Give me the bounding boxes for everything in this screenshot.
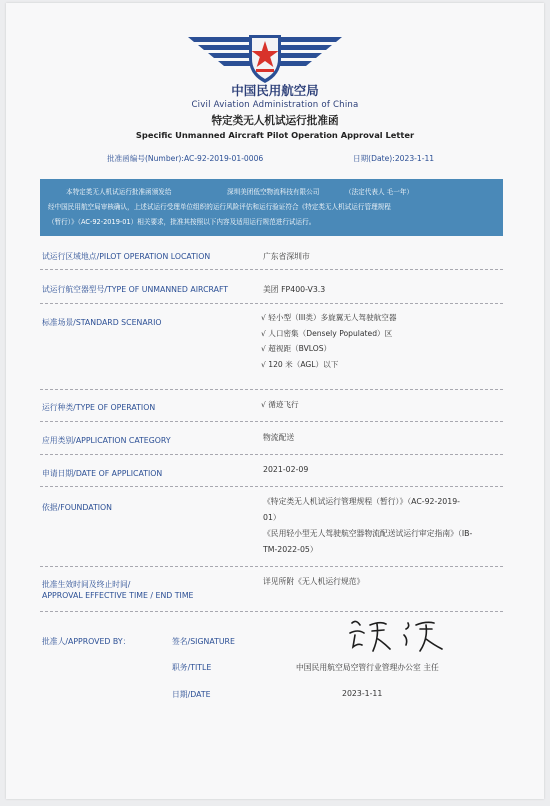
divider: [40, 421, 503, 422]
scenario-item: √ 超视距（BVLOS）: [261, 344, 332, 353]
application-date-value: 2021-02-09: [263, 465, 309, 474]
org-name-cn: 中国民用航空局: [231, 83, 319, 98]
letter-date: 日期(Date):2023-1-11: [353, 154, 435, 163]
divider: [40, 454, 503, 455]
letter-number: 批准函编号(Number):AC-92-2019-01-0006: [107, 154, 264, 163]
divider: [40, 389, 503, 390]
approved-by-label: 批准人/APPROVED BY：: [42, 637, 131, 646]
approval-date-label: 日期/DATE: [172, 690, 211, 699]
category-value: 物流配送: [263, 433, 295, 442]
org-name-en: Civil Aviation Administration of China: [191, 100, 359, 110]
letter-title-en: Specific Unmanned Aircraft Pilot Operation Approval Letter: [135, 130, 415, 140]
signature-label: 签名/SIGNATURE: [172, 637, 235, 646]
scenario-item: √ 120 米（AGL）以下: [261, 360, 339, 369]
letter-title-cn: 特定类无人机试运行批准函: [211, 115, 339, 127]
effective-time-value: 详见所附《无人机运行规范》: [263, 577, 365, 586]
title-value: 中国民用航空局空管行业管理办公室 主任: [296, 663, 439, 672]
scenario-label: 标准场景/STANDARD SCENARIO: [42, 318, 162, 327]
scenario-item: √ 轻小型（III类）多旋翼无人驾驶航空器: [261, 313, 397, 322]
banner-company: 深圳美团低空物流科技有限公司: [227, 188, 320, 196]
category-label: 应用类别/APPLICATION CATEGORY: [42, 436, 171, 445]
operation-label: 运行种类/TYPE OF OPERATION: [42, 403, 156, 412]
location-label: 试运行区域地点/PILOT OPERATION LOCATION: [42, 252, 211, 261]
banner-line2: 经中国民用航空局审核确认，上述试运行受理单位组织的运行风险评估和运行验证符合《特定类无人机试运行管理规程: [48, 203, 391, 211]
operation-value: √ 循迹飞行: [261, 400, 299, 409]
location-value: 广东省深圳市: [263, 252, 310, 261]
aircraft-label: 试运行航空器型号/TYPE OF UNMANNED AIRCRAFT: [42, 285, 229, 294]
divider: [40, 486, 503, 487]
issuance-banner: [40, 179, 503, 236]
foundation-line: 01）: [263, 513, 281, 522]
divider: [40, 269, 503, 270]
effective-time-label-en: APPROVAL EFFECTIVE TIME / END TIME: [42, 591, 194, 600]
application-date-label: 申请日期/DATE OF APPLICATION: [42, 469, 163, 478]
divider: [40, 566, 503, 567]
foundation-line: 《民用轻小型无人驾驶航空器物流配送试运行审定指南》（IB-: [263, 529, 473, 538]
banner-representative: （法定代表人 毛一年）: [345, 188, 414, 196]
approval-letter-page: [6, 3, 544, 799]
banner-line3: （暂行）》（AC-92-2019-01）相关要求，批准其按照以下内容及适用运行规范进行试运行。: [48, 218, 316, 226]
foundation-line: TM-2022-05）: [263, 545, 318, 554]
title-label: 职务/TITLE: [172, 663, 212, 672]
handwritten-signature-icon: [346, 615, 466, 655]
divider: [40, 611, 503, 612]
caac-emblem-icon: [186, 31, 344, 85]
effective-time-label: 批准生效时间及终止时间/: [42, 580, 131, 589]
foundation-label: 依据/FOUNDATION: [42, 503, 113, 512]
foundation-line: 《特定类无人机试运行管理规程（暂行）》（AC-92-2019-: [263, 497, 460, 506]
banner-line1-prefix: 本特定类无人机试运行批准函颁发给: [66, 188, 172, 196]
scenario-item: √ 人口密集（Densely Populated）区: [261, 329, 393, 338]
divider: [40, 303, 503, 304]
aircraft-value: 美团 FP400-V3.3: [263, 285, 326, 294]
approval-date-value: 2023-1-11: [342, 689, 383, 698]
